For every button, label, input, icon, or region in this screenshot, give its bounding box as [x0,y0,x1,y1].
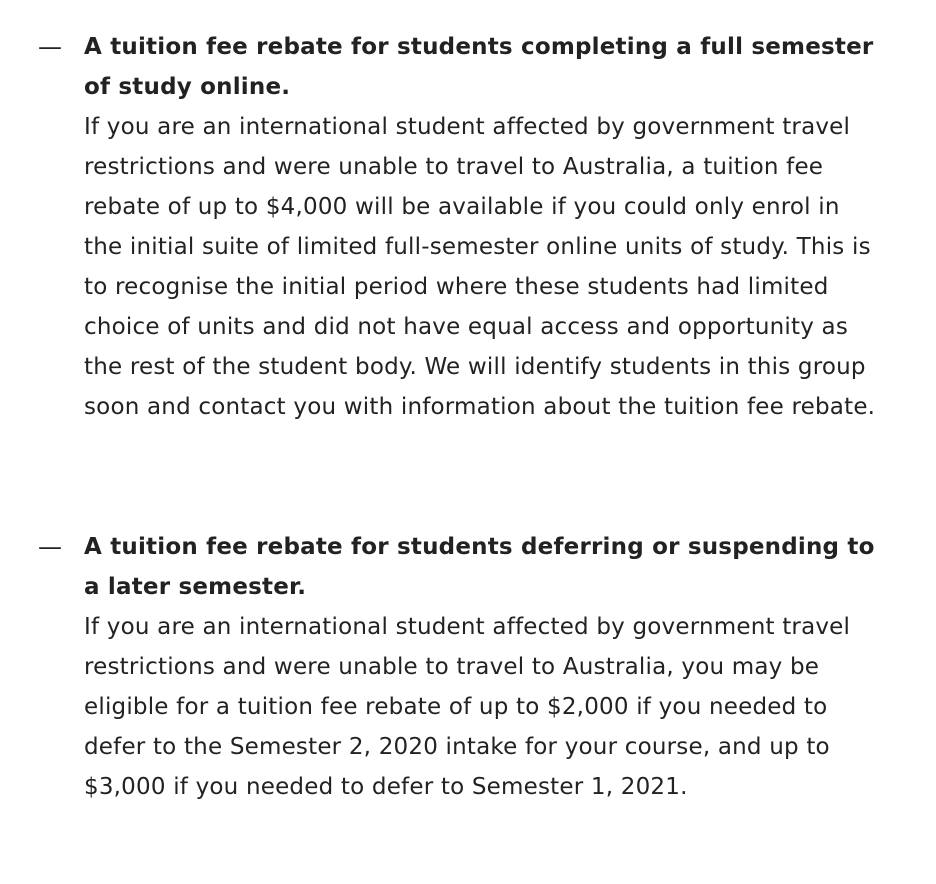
rebate-description: If you are an international student affected by government travel restrictions and were unable to travel to Australia, you may be eligible for a tuition fee rebate of up to $2,000 if you needed to defer to the Semester 2, 2020 intake for your course, and up to $3,000 if you needed to defer to Semester 1, 2021. [84,614,851,800]
rebate-title: A tuition fee rebate for students deferring or suspending to a later semester. [84,534,875,600]
dash-bullet: — [38,533,62,561]
rebate-description: If you are an international student affected by government travel restrictions and were unable to travel to Australia, a tuition fee rebate of up to $4,000 will be available if you could only enrol in the initial suite of limited full-semester online units of study. This is to recognise the initial period where these students had limited choice of units and did not have equal access and opportunity as the rest of the student body. We will identify students in this group soon and contact you with information about the tuition fee rebate. [84,114,876,420]
dash-bullet: — [38,33,62,61]
rebate-title: A tuition fee rebate for students completing a full semester of study online. [84,34,874,100]
